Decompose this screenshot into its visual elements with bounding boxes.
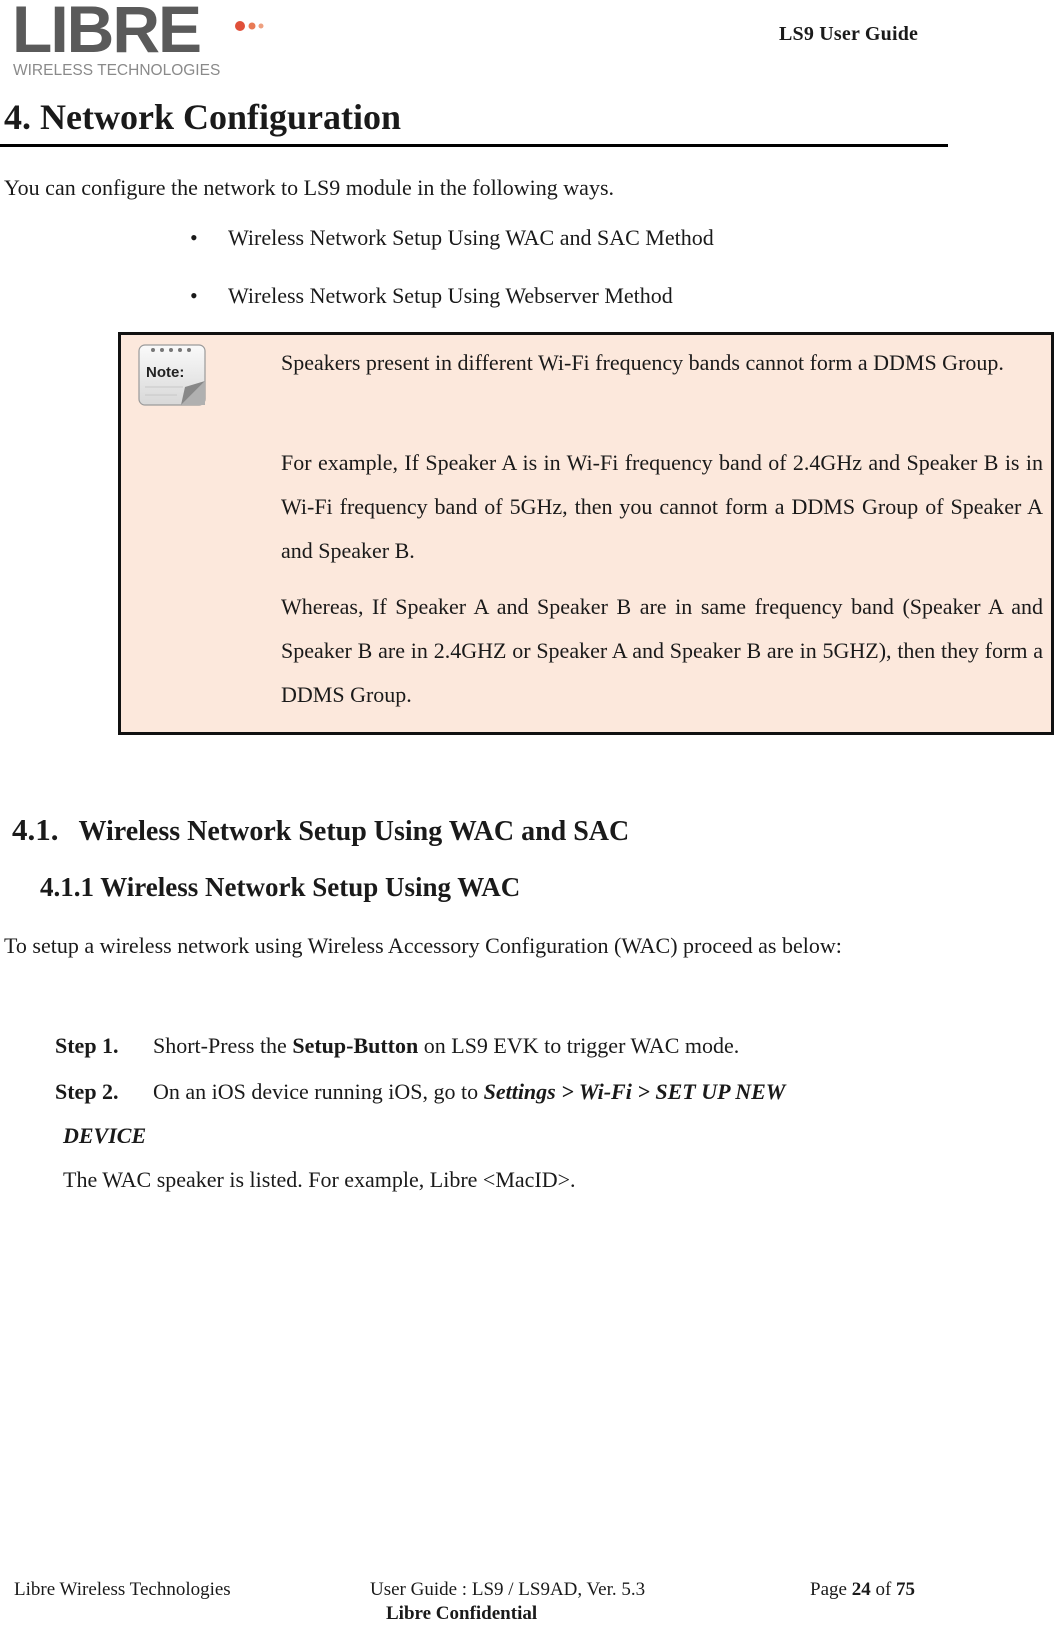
- svg-text:WIRELESS TECHNOLOGIES: WIRELESS TECHNOLOGIES: [13, 62, 221, 79]
- section-heading-4-1-1: 4.1.1 Wireless Network Setup Using WAC: [40, 872, 521, 902]
- note-paragraph: Speakers present in different Wi-Fi frequency bands cannot form a DDMS Group.: [281, 350, 1004, 375]
- step-2-result: The WAC speaker is listed. For example, Libre <MacID>.: [63, 1167, 576, 1192]
- footer-confidential: Libre Confidential: [386, 1603, 538, 1624]
- note-icon: [137, 341, 207, 407]
- svg-text:LIBRE: LIBRE: [12, 0, 200, 66]
- footer-company: Libre Wireless Technologies: [14, 1579, 231, 1600]
- chapter-number: 4.: [4, 97, 31, 137]
- wac-intro-paragraph: To setup a wireless network using Wireless Accessory Configuration (WAC) proceed as below:: [4, 933, 842, 958]
- bullet-item: • Wireless Network Setup Using WAC and SAC Method: [190, 225, 714, 250]
- step-label: Step 1.: [55, 1033, 119, 1058]
- footer-page-number: Page 24 of 75: [810, 1579, 916, 1600]
- note-paragraph: Whereas, If Speaker A and Speaker B are in same frequency band (Speaker A and Speaker B are in 2.4GHZ or Speaker A and Speaker B are in 5GHZ), then they form a DDMS Group.: [281, 594, 1043, 707]
- chapter-title: Network Configuration: [40, 97, 401, 137]
- section-number: 4.1.: [12, 812, 59, 847]
- step-2: Step 2. On an iOS device running iOS, go to Settings > Wi-Fi > SET UP NEW: [55, 1079, 786, 1104]
- libre-logo: [10, 0, 270, 82]
- settings-path-continuation: DEVICE: [63, 1123, 147, 1148]
- bullet-icon: •: [190, 283, 198, 308]
- step-1: Step 1. Short-Press the Setup-Button on LS9 EVK to trigger WAC mode.: [55, 1033, 740, 1058]
- chapter-underline: [0, 144, 948, 147]
- bullet-item: • Wireless Network Setup Using Webserver Method: [190, 283, 673, 308]
- bullet-icon: •: [190, 225, 198, 250]
- document-title: LS9 User Guide: [779, 23, 919, 45]
- footer-guide-version: User Guide : LS9 / LS9AD, Ver. 5.3: [370, 1579, 646, 1600]
- step-label: Step 2.: [55, 1079, 119, 1104]
- section-title: Wireless Network Setup Using WAC and SAC: [78, 816, 630, 847]
- intro-paragraph: You can configure the network to LS9 module in the following ways.: [4, 175, 615, 200]
- svg-text:Note:: Note:: [146, 364, 185, 381]
- section-heading-4-1: [12, 812, 629, 848]
- settings-path: Settings > Wi-Fi > SET UP NEW: [483, 1079, 786, 1104]
- note-box: [118, 332, 1054, 735]
- chapter-heading: [4, 96, 401, 138]
- setup-button-term: Setup-Button: [292, 1033, 419, 1058]
- note-paragraph: For example, If Speaker A is in Wi-Fi frequency band of 2.4GHz and Speaker B is in Wi-Fi frequency band of 5GHz, then you cannot form a DDMS Group of Speaker A and Speaker B.: [281, 450, 1043, 563]
